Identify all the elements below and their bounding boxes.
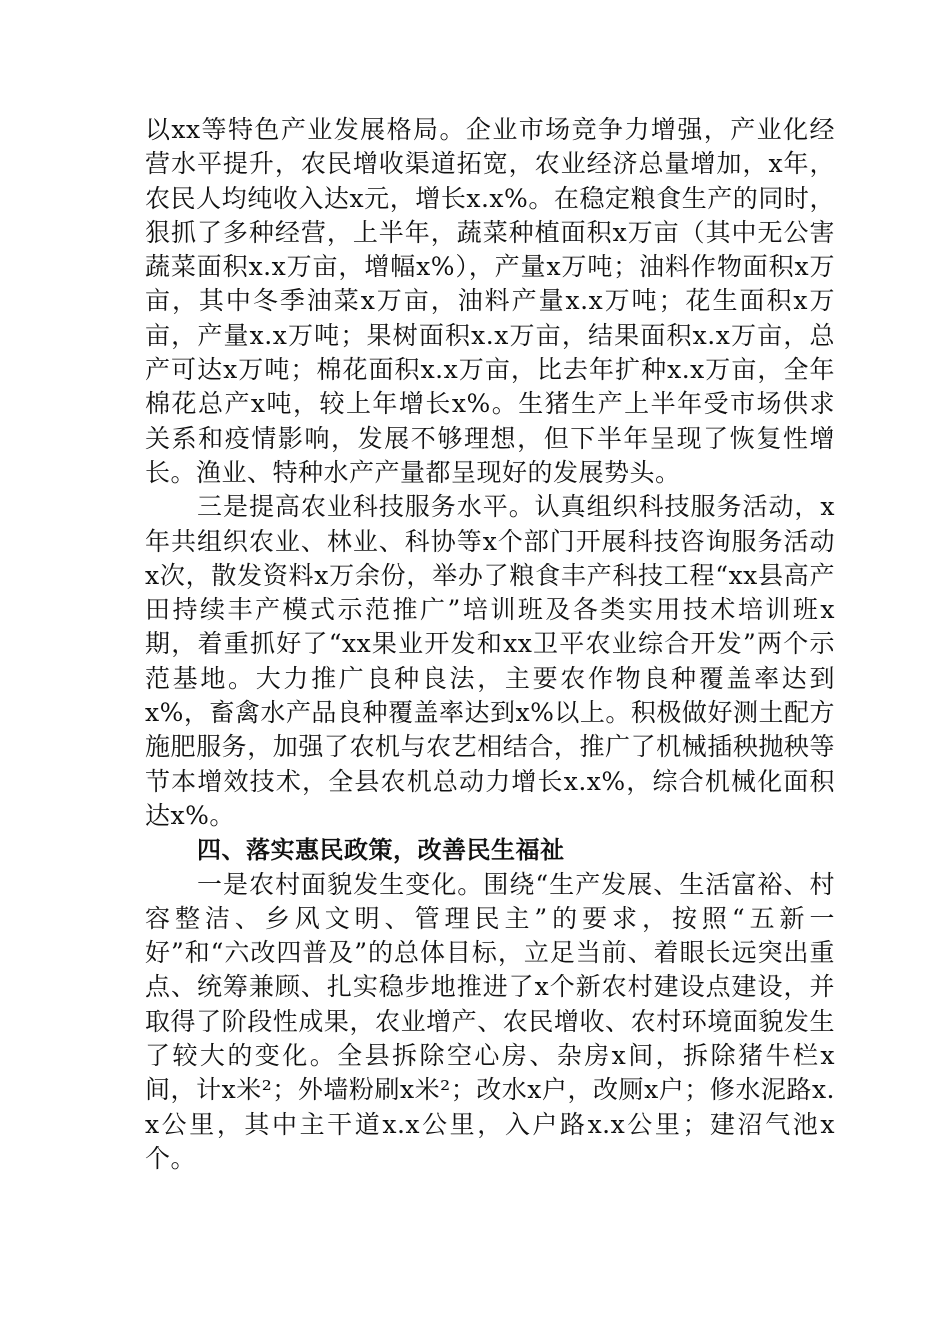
paragraph-agriculture-output: 以xx等特色产业发展格局。企业市场竞争力增强，产业化经营水平提升，农民增收渠道拓宽，农业经济总量增加，x年，农民人均纯收入达x元，增长x.x%。在稳定粮食生产的同时，狠抓了多种经营，上半年，蔬菜种植面积x万亩（其中无公害蔬菜面积x.x万亩，增幅x%），产量x万吨；油料作物面积x万亩，其中冬季油菜x万亩，油料产量x.x万吨；花生面积x万亩，产量x.x万吨；果树面积x.x万亩，结果面积x.x万亩，总产可达x万吨；棉花面积x.x万亩，比去年扩种x.x万亩，全年棉花总产x吨，较上年增长x%。生猪生产上半年受市场供求关系和疫情影响，发展不够理想，但下半年呈现了恢复性增长。渔业、特种水产产量都呈现好的发展势头。 — [145, 115, 835, 487]
paragraph-agri-tech-service: 三是提高农业科技服务水平。认真组织科技服务活动，x年共组织农业、林业、科协等x个部门开展科技咨询服务活动x次，散发资料x万余份，举办了粮食丰产科技工程“xx县高产田持续丰产模式示范推广”培训班及各类实用技术培训班x期，着重抓好了“xx果业开发和xx卫平农业综合开发”两个示范基地。大力推广良种良法，主要农作物良种覆盖率达到x%，畜禽水产品良种覆盖率达到x%以上。积极做好测土配方施肥服务，加强了农机与农艺相结合，推广了机械插秧抛秧等节本增效技术，全县农机总动力增长x.x%，综合机械化面积达x%。 — [145, 492, 835, 830]
paragraph-rural-appearance: 一是农村面貌发生变化。围绕“生产发展、生活富裕、村容整洁、乡风文明、管理民主”的要求，按照“五新一好”和“六改四普及”的总体目标，立足当前、着眼长远突出重点、统筹兼顾、扎实稳步地推进了x个新农村建设点建设，并取得了阶段性成果，农业增产、农民增收、农村环境面貌发生了较大的变化。全县拆除空心房、杂房x间，拆除猪牛栏x间，计x米²；外墙粉刷x米²；改水x户，改厕x户；修水泥路x.x公里，其中主干道x.x公里，入户路x.x公里；建沼气池x个。 — [145, 869, 835, 1173]
document-page — [145, 113, 835, 1176]
section-heading-livelihood: 四、落实惠民政策，改善民生福祉 — [197, 836, 565, 865]
